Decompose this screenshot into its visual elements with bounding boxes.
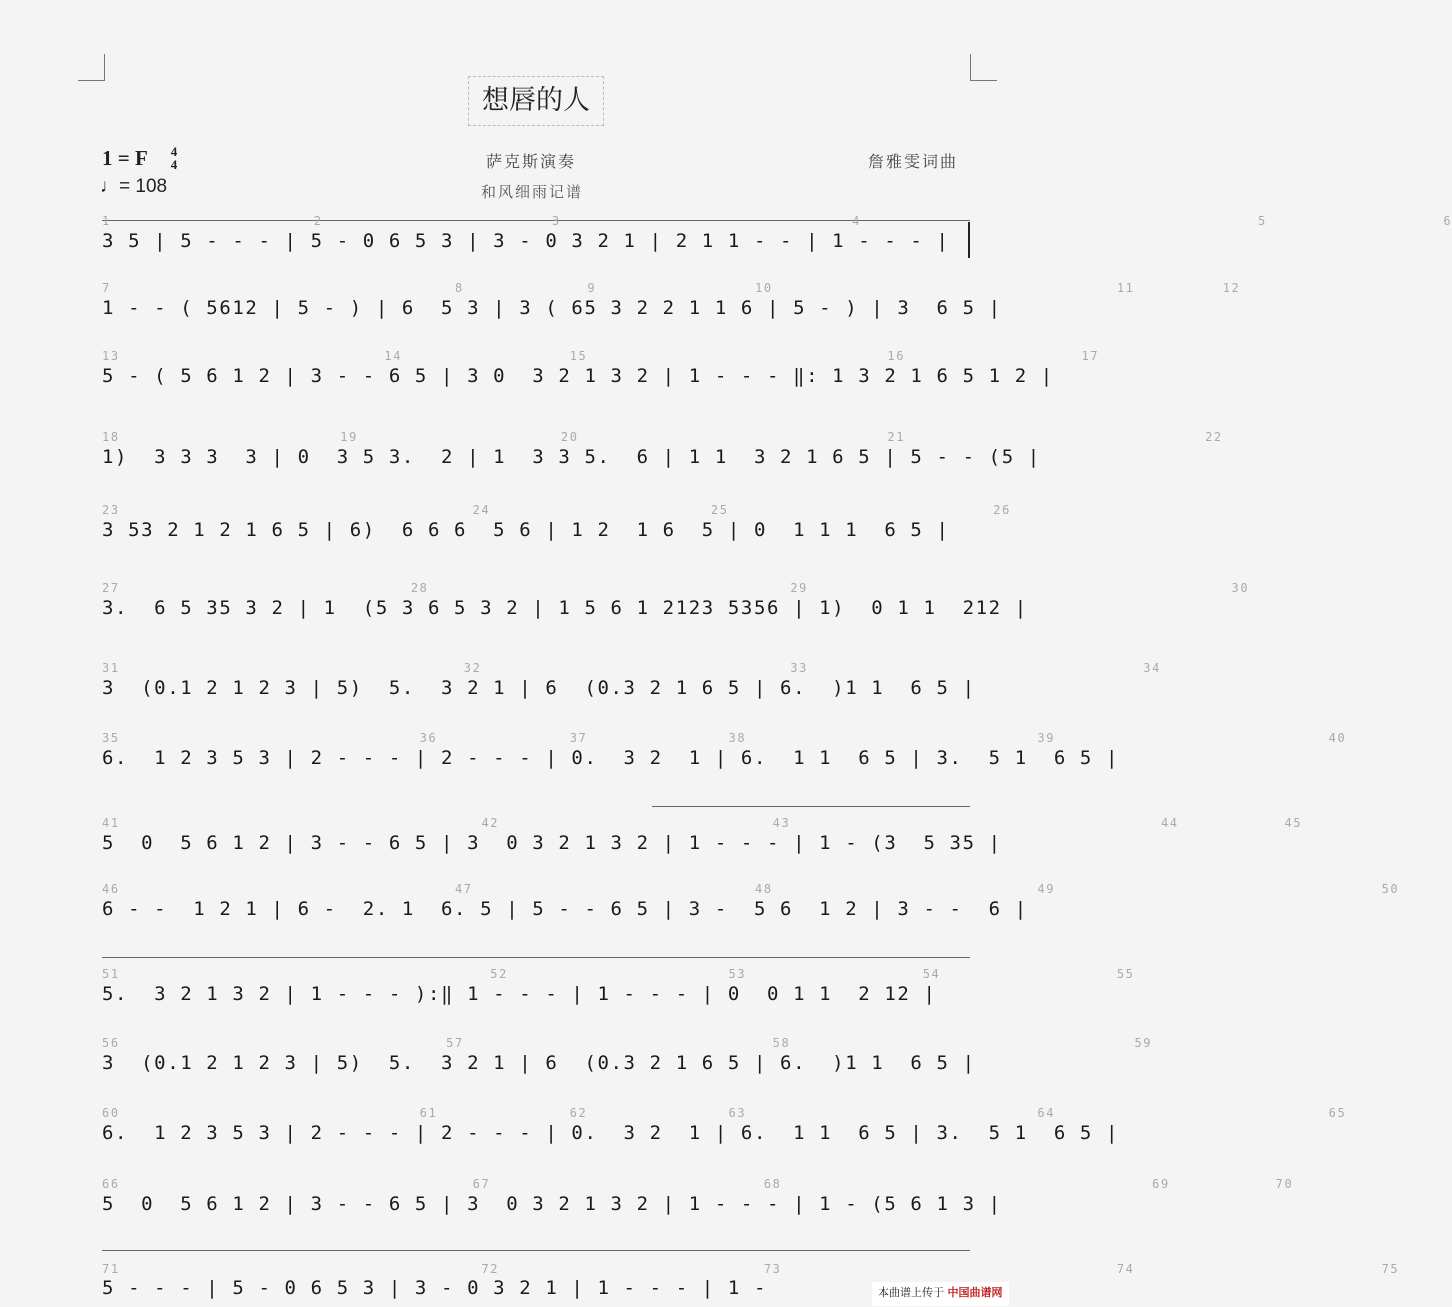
- score-line: 5 0 5 6 1 2 | 3 - - 6 5 | 3 0 3 2 1 3 2 | 1 - - - | 1 - (3 5 35 |: [102, 832, 1002, 854]
- transcriber-credit: 和风细雨记谱: [481, 183, 584, 201]
- meter-bottom: 4: [170, 157, 178, 172]
- crop-mark-top-right: [970, 54, 997, 81]
- measure-numbers: 23 24 25 26: [102, 503, 1011, 517]
- measure-numbers: 51 52 53 54 55: [102, 967, 1135, 981]
- score-line: 6. 1 2 3 5 3 | 2 - - - | 2 - - - | 0. 3 2 1 | 6. 1 1 6 5 | 3. 5 1 6 5 |: [102, 747, 1120, 769]
- score-line: 1) 3 3 3 3 | 0 3 5 3. 2 | 1 3 3 5. 6 | 1 1 3 2 1 6 5 | 5 - - (5 |: [102, 446, 1041, 468]
- score-line: 6 - - 1 2 1 | 6 - 2. 1 6. 5 | 5 - - 6 5 | 3 - 5 6 1 2 | 3 - - 6 |: [102, 898, 1028, 920]
- performer-credit: 萨克斯演奏: [486, 152, 577, 171]
- measure-numbers: 66 67 68 69 70: [102, 1177, 1294, 1191]
- tempo-marking: ♩= 108: [100, 176, 168, 197]
- score-line: 3 5 | 5 - - - | 5 - 0 6 5 3 | 3 - 0 3 2 1 | 2 1 1 - - | 1 - - - |: [102, 230, 950, 252]
- volta-line: [102, 957, 970, 958]
- time-signature: [166, 145, 182, 171]
- measure-numbers: 56 57 58 59: [102, 1036, 1153, 1050]
- measure-numbers: 13 14 15 16 17: [102, 349, 1100, 363]
- composer-credit: 詹雅雯词曲: [868, 152, 959, 171]
- crop-mark-top-left: [78, 54, 105, 81]
- volta-1-bracket: [652, 806, 970, 807]
- measure-numbers: 41 42 43 44 45: [102, 816, 1303, 830]
- measure-numbers: 31 32 33 34: [102, 661, 1161, 675]
- measure-numbers: 60 61 62 63 64 65: [102, 1106, 1347, 1120]
- footer-prefix: 本曲谱上传于: [878, 1286, 944, 1299]
- score-line: 5 0 5 6 1 2 | 3 - - 6 5 | 3 0 3 2 1 3 2 | 1 - - - | 1 - (5 6 1 3 |: [102, 1193, 1002, 1215]
- score-line: 5. 3 2 1 3 2 | 1 - - - ):‖ 1 - - - | 1 - - - | 0 0 1 1 2 12 |: [102, 983, 937, 1005]
- measure-numbers: 7 8 9 10 11 12: [102, 281, 1241, 295]
- upload-footer[interactable]: [872, 1282, 1009, 1306]
- score-line: 3 (0.1 2 1 2 3 | 5) 5. 3 2 1 | 6 (0.3 2 1 6 5 | 6. )1 1 6 5 |: [102, 677, 976, 699]
- measure-numbers: 18 19 20 21 22: [102, 430, 1223, 444]
- score-line: 6. 1 2 3 5 3 | 2 - - - | 2 - - - | 0. 3 2 1 | 6. 1 1 6 5 | 3. 5 1 6 5 |: [102, 1122, 1120, 1144]
- score-line: 3 53 2 1 2 1 6 5 | 6) 6 6 6 5 6 | 1 2 1 6 5 | 0 1 1 1 6 5 |: [102, 519, 950, 541]
- bracket-line-bottom: [102, 1250, 970, 1251]
- page-title: 想唇的人: [468, 76, 604, 126]
- site-logo[interactable]: 中国曲谱网: [947, 1286, 1003, 1299]
- meter-top: 4: [170, 144, 178, 159]
- score-line: 3 (0.1 2 1 2 3 | 5) 5. 3 2 1 | 6 (0.3 2 1 6 5 | 6. )1 1 6 5 |: [102, 1052, 976, 1074]
- score-line: 3. 6 5 35 3 2 | 1 (5 3 6 5 3 2 | 1 5 6 1 2123 5356 | 1) 0 1 1 212 |: [102, 597, 1028, 619]
- score-line: 5 - ( 5 6 1 2 | 3 - - 6 5 | 3 0 3 2 1 3 2 | 1 - - - ‖: 1 3 2 1 6 5 1 2 |: [102, 365, 1054, 387]
- measure-numbers: 35 36 37 38 39 40: [102, 731, 1347, 745]
- measure-numbers: 27 28 29 30: [102, 581, 1250, 595]
- key-signature: 1 = F: [102, 146, 148, 170]
- measure-numbers: 71 72 73 74 75: [102, 1262, 1400, 1276]
- score-line: 5 - - - | 5 - 0 6 5 3 | 3 - 0 3 2 1 | 1 - - - | 1 -: [102, 1277, 767, 1299]
- score-line: 1 - - ( 5612 | 5 - ) | 6 5 3 | 3 ( 65 3 2 2 1 1 6 | 5 - ) | 3 6 5 |: [102, 297, 1002, 319]
- measure-numbers: 46 47 48 49 50: [102, 882, 1400, 896]
- measure-numbers: 1 2 3 4 5 6: [102, 214, 1452, 228]
